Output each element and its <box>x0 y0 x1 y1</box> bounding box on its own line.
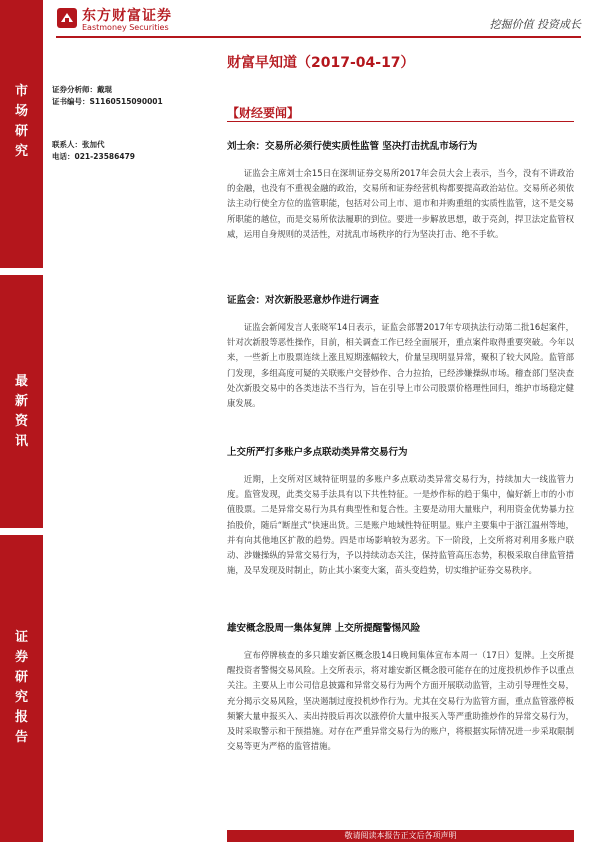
disclaimer-link[interactable]: 敬请阅读本报告正文后各项声明 <box>344 831 457 840</box>
sidebar-divider <box>0 528 43 535</box>
section-tag-finance-news: 【财经要闻】 <box>227 106 300 120</box>
logo-text-en: Eastmoney Securities <box>82 23 169 32</box>
header-slogan: 挖掘价值 投资成长 <box>489 18 581 31</box>
sidebar-char: 新 <box>14 394 28 409</box>
page-header <box>0 0 595 40</box>
sidebar-section-market-research <box>0 82 43 162</box>
contact-name: 联系人：张加代 <box>52 140 105 149</box>
article-body: 宣布停牌核查的多只雄安新区概念股14日晚间集体宣布本周一（17日）复牌。上交所提醒投资者警惕交易风险。上交所表示，将对雄安新区概念股可能存在的过度投机炒作予以重点关注。主要从上市公司信息披露和异常交易行为两个方面开展联动监管，主动引导理性交易，充分揭示交易风险，坚决遏制过度投机炒作行为。尤其在交易行为监管方面，重点监管涨停板频繁大量申报买入、卖出持股后再次以涨停价大量申报买入等严重助推炒作的异常交易行为，及时采取警示和干预措施。对存在严重异常交易行为的账户，将根据实际情况进一步采取限制交易等更为严格的监管措施。 <box>227 650 574 752</box>
logo-text-cn: 东方财富证券 <box>82 8 172 24</box>
sidebar-divider <box>0 268 43 275</box>
section-divider <box>227 121 574 122</box>
article-title: 上交所严打多账户多点联动类异常交易行为 <box>227 447 408 458</box>
sidebar-char: 研 <box>14 670 28 685</box>
sidebar-char: 告 <box>14 730 28 745</box>
article-title: 证监会：对次新股恶意炒作进行调查 <box>227 295 380 306</box>
page-footer <box>227 830 574 842</box>
sidebar-char: 资 <box>14 414 28 429</box>
sidebar-char: 研 <box>14 124 28 139</box>
sidebar-section-latest-news <box>0 372 43 452</box>
sidebar-section-research-report <box>0 628 43 748</box>
article-body: 证监会新闻发言人张晓军14日表示，证监会部署2017年专项执法行动第二批16起案件，针对次新股等恶性操作，目前，相关调查工作已经全面展开，重点案件取得重要突破。今年以来，一些新上市股票连续上涨且短期涨幅较大，价量呈现明显异常，聚积了较大风险。监管部门发现，多组高度可疑的关联账户交替炒作、合力拉抬，已经涉嫌操纵市场。稽查部门坚决查处次新股交易中的各类违法不当行为，旨在引导上市公司股票价格理性回归，维护市场稳定健康发展。 <box>227 322 574 409</box>
sidebar-char: 究 <box>14 690 28 705</box>
sidebar <box>0 0 43 842</box>
sidebar-char: 最 <box>14 374 28 389</box>
sidebar-char: 证 <box>14 630 28 645</box>
eastmoney-logo-icon <box>56 7 78 29</box>
sidebar-char: 券 <box>14 650 28 665</box>
sidebar-char: 讯 <box>14 434 28 449</box>
analyst-name: 证券分析师：戴琨 <box>52 85 112 94</box>
sidebar-char: 市 <box>14 84 28 99</box>
article-title: 雄安概念股周一集体复牌 上交所提醒警惕风险 <box>227 623 421 634</box>
sidebar-char: 场 <box>14 104 28 119</box>
article-body: 近期，上交所对区域特征明显的多账户多点联动类异常交易行为，持续加大一线监管力度。监管发现，此类交易手法具有以下共性特征。一是炒作标的趋于集中，偏好新上市的小市值股票。二是异常交易行为具有典型性和复合性。主要是动用大量账户，利用资金优势暴力拉抬股价，随后“断崖式”快速出货。三是账户地域性特征明显。账户主要集中于浙江温州等地，并有向其他地区扩散的趋势。四是市场影响较为恶劣。下一阶段，上交所将对利用多账户联动、涉嫌操纵的异常交易行为，予以持续动态关注，保持监管高压态势，积极采取自律监管措施，及早发现及时制止，防止其小案变大案，苗头变趋势，切实维护证券交易秩序。 <box>227 474 574 576</box>
contact-phone: 电话：021-23586479 <box>52 152 136 161</box>
sidebar-char: 究 <box>14 144 28 159</box>
page-title: 财富早知道（2017-04-17） <box>227 55 415 71</box>
header-divider <box>56 36 581 38</box>
analyst-cert: 证书编号：S1160515090001 <box>52 97 163 106</box>
article-title: 刘士余：交易所必须行使实质性监管 坚决打击扰乱市场行为 <box>227 141 478 152</box>
sidebar-char: 报 <box>14 710 28 725</box>
article-body: 证监会主席刘士余15日在深圳证券交易所2017年会员大会上表示，当今，没有不讲政治的金融，也没有不重视金融的政治，交易所和证券经营机构都要提高政治站位。交易所必须依法主动行使全方位的监管职能，包括对公司上市、退市和并购重组的实质性监管，这不是交易所职能的越位，而是交易所依法履职的到位。要进一步解放思想，敢于亮剑，捍卫法定监管权威，运用自身规则的灵活性，对扰乱市场秩序的行为坚决打击、绝不手软。 <box>227 168 574 239</box>
